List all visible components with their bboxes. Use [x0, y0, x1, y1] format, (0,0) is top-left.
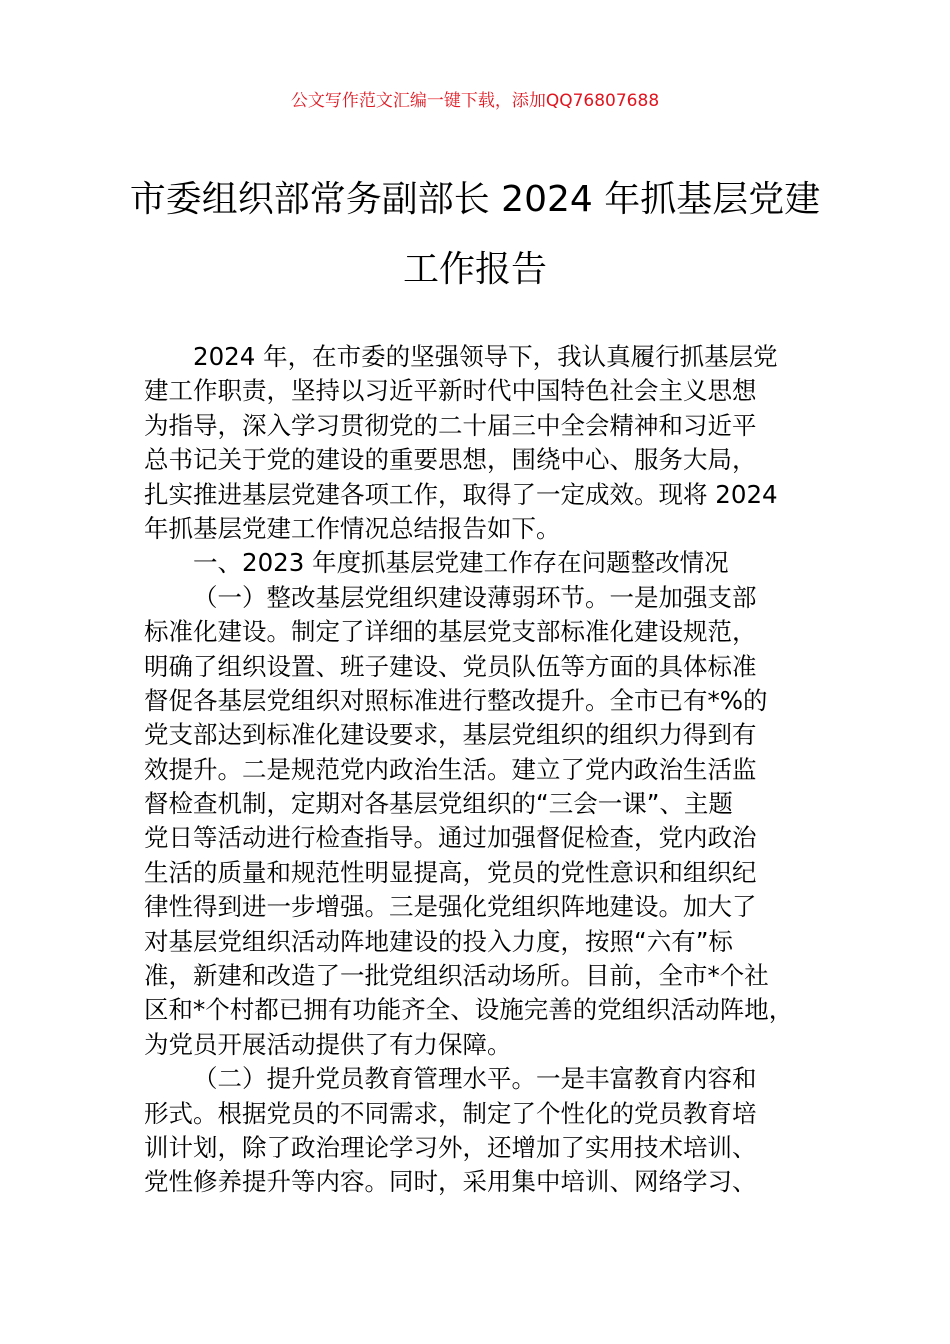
- body-line: 总书记关于党的建设的重要思想，围绕中心、服务大局，: [144, 445, 757, 475]
- body-line: 党性修养提升等内容。同时，采用集中培训、网络学习、: [144, 1167, 757, 1197]
- body-line: （二）提升党员教育管理水平。一是丰富教育内容和: [193, 1064, 757, 1094]
- body-line: 律性得到进一步增强。三是强化党组织阵地建设。加大了: [144, 892, 757, 922]
- document-body: [144, 340, 810, 1200]
- body-line: 训计划，除了政治理论学习外，还增加了实用技术培训、: [144, 1132, 757, 1162]
- download-promo-note: 公文写作范文汇编一键下载，添加QQ76807688: [290, 91, 660, 111]
- document-title-line-1: 市委组织部常务副部长 2024 年抓基层党建: [129, 179, 821, 220]
- body-line: 对基层党组织活动阵地建设的投入力度，按照“六有”标: [144, 926, 733, 956]
- body-line: 党支部达到标准化建设要求，基层党组织的组织力得到有: [144, 720, 757, 750]
- body-line: 扎实推进基层党建各项工作，取得了一定成效。现将 2024: [144, 479, 778, 509]
- body-line: 区和*个村都已拥有功能齐全、设施完善的党组织活动阵地，: [144, 995, 794, 1025]
- body-line: 为党员开展活动提供了有力保障。: [144, 1029, 512, 1059]
- body-line: 2024 年，在市委的坚强领导下，我认真履行抓基层党: [193, 342, 778, 371]
- body-line: （一）整改基层党组织建设薄弱环节。一是加强支部: [193, 582, 757, 612]
- body-line: 效提升。二是规范党内政治生活。建立了党内政治生活监: [144, 754, 757, 784]
- body-line: 建工作职责，坚持以习近平新时代中国特色社会主义思想: [144, 376, 757, 406]
- body-line: 为指导，深入学习贯彻党的二十届三中全会精神和习近平: [144, 410, 757, 440]
- section-heading: 一、2023 年度抓基层党建工作存在问题整改情况: [193, 548, 729, 578]
- body-line: 准，新建和改造了一批党组织活动场所。目前，全市*个社: [144, 961, 769, 991]
- body-line: 标准化建设。制定了详细的基层党支部标准化建设规范，: [144, 617, 757, 647]
- body-line: 生活的质量和规范性明显提高，党员的党性意识和组织纪: [144, 857, 757, 887]
- body-line: 年抓基层党建工作情况总结报告如下。: [144, 513, 561, 543]
- document-title-line-2: 工作报告: [402, 249, 547, 290]
- body-line: 督检查机制，定期对各基层党组织的“三会一课”、主题: [144, 789, 733, 819]
- body-line: 明确了组织设置、班子建设、党员队伍等方面的具体标准: [144, 651, 757, 681]
- body-line: 督促各基层党组织对照标准进行整改提升。全市已有*%的: [144, 685, 768, 715]
- body-line: 形式。根据党员的不同需求，制定了个性化的党员教育培: [144, 1098, 757, 1128]
- body-line: 党日等活动进行检查指导。通过加强督促检查，党内政治: [144, 823, 757, 853]
